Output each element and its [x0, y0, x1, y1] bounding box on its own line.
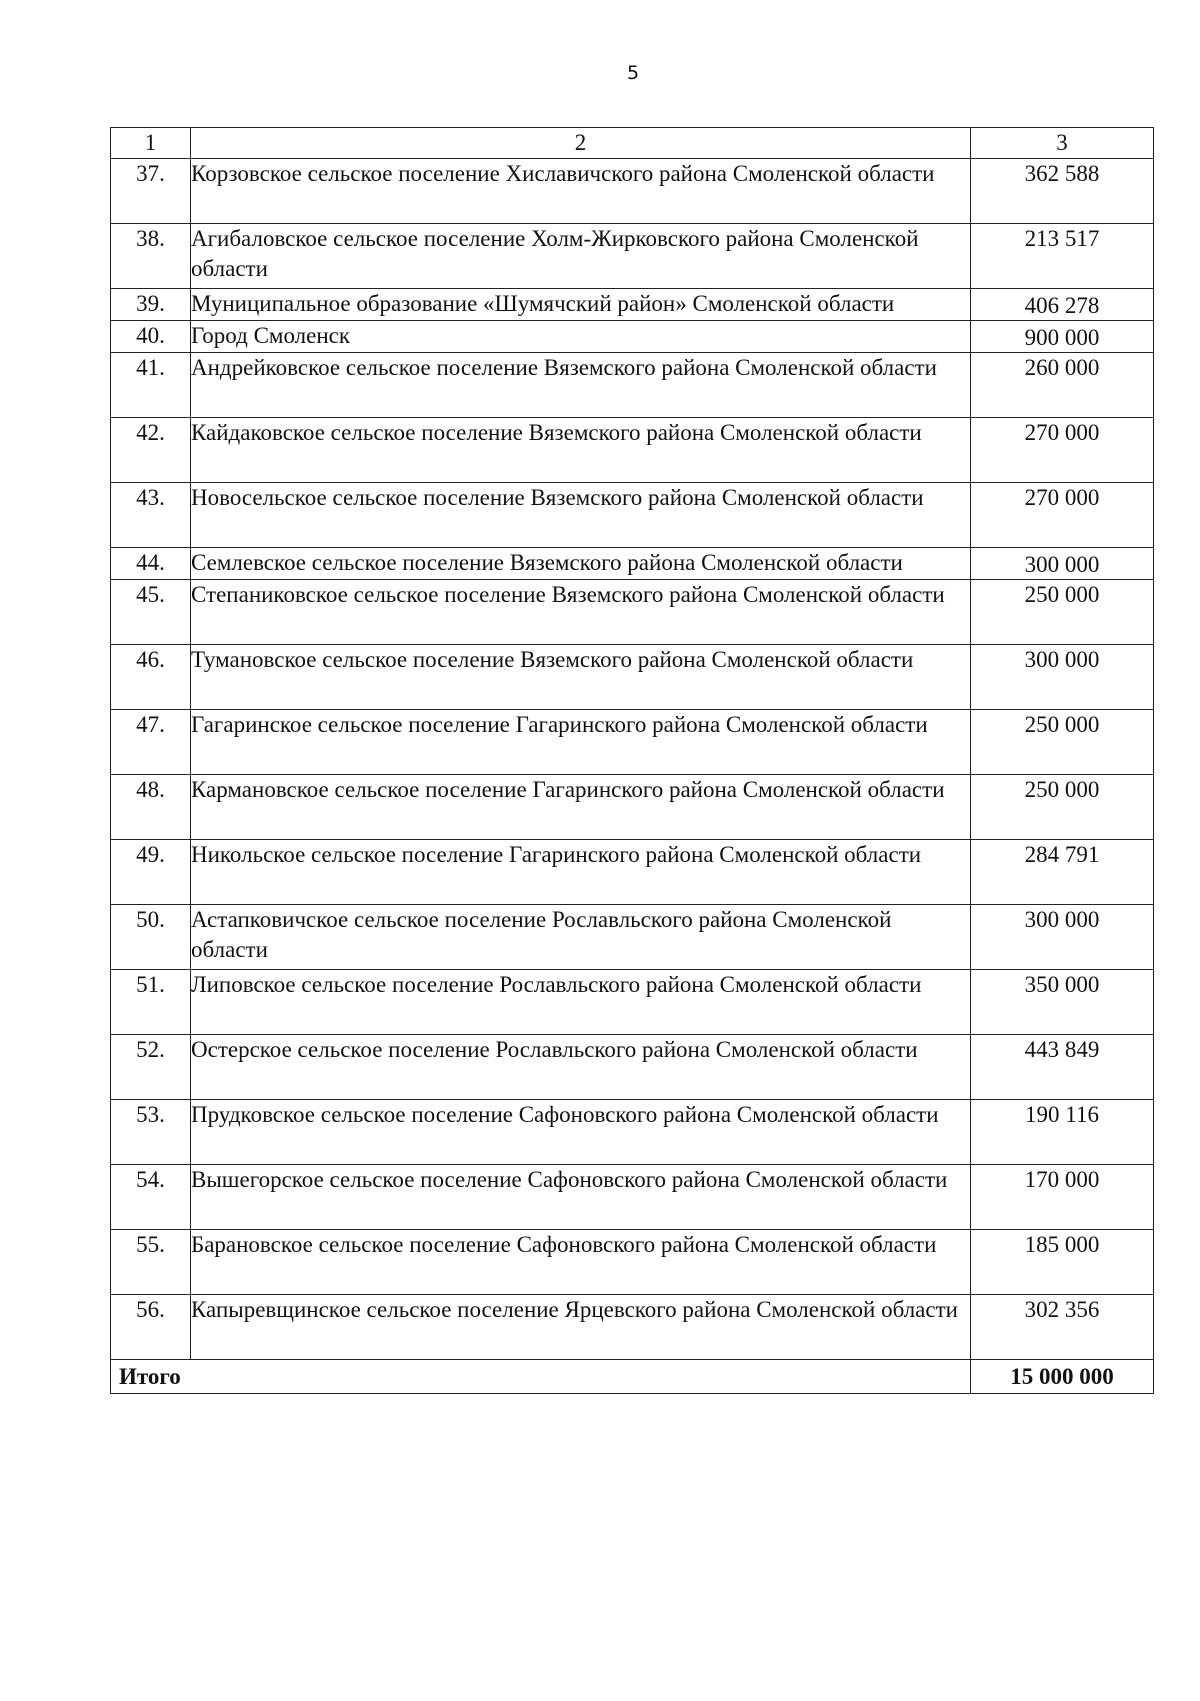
table-row	[111, 1295, 1154, 1360]
municipality-name: Агибаловское сельское поселение Холм-Жирковского района Смоленской области	[191, 224, 971, 289]
row-number: 52.	[111, 1035, 191, 1100]
municipality-name: Остерское сельское поселение Рославльского района Смоленской области	[191, 1035, 971, 1100]
table-row	[111, 548, 1154, 580]
allocation-value: 284 791	[971, 840, 1154, 905]
municipality-name: Степаниковское сельское поселение Вяземского района Смоленской области	[191, 580, 971, 645]
row-number: 51.	[111, 970, 191, 1035]
allocation-value: 900 000	[971, 321, 1154, 353]
municipality-name: Прудковское сельское поселение Сафоновского района Смоленской области	[191, 1100, 971, 1165]
allocation-value: 270 000	[971, 418, 1154, 483]
municipality-name: Капыревщинское сельское поселение Ярцевского района Смоленской области	[191, 1295, 971, 1360]
municipality-name: Астапковичское сельское поселение Рославльского района Смоленской области	[191, 905, 971, 970]
header-col-2: 2	[191, 128, 971, 159]
table-row	[111, 775, 1154, 840]
row-number: 41.	[111, 353, 191, 418]
table-row	[111, 159, 1154, 224]
allocation-value: 213 517	[971, 224, 1154, 289]
row-number: 47.	[111, 710, 191, 775]
table-row	[111, 1165, 1154, 1230]
row-number: 38.	[111, 224, 191, 289]
table-row	[111, 353, 1154, 418]
allocation-value: 250 000	[971, 710, 1154, 775]
table-row	[111, 418, 1154, 483]
allocation-value: 300 000	[971, 548, 1154, 580]
allocation-value: 260 000	[971, 353, 1154, 418]
municipality-name: Гагаринское сельское поселение Гагаринского района Смоленской области	[191, 710, 971, 775]
table-row	[111, 645, 1154, 710]
page-number: 5	[626, 62, 640, 84]
table-row	[111, 840, 1154, 905]
municipality-name: Город Смоленск	[191, 321, 971, 353]
row-number: 53.	[111, 1100, 191, 1165]
row-number: 45.	[111, 580, 191, 645]
municipality-name: Тумановское сельское поселение Вяземского района Смоленской области	[191, 645, 971, 710]
row-number: 44.	[111, 548, 191, 580]
row-number: 54.	[111, 1165, 191, 1230]
table-row	[111, 710, 1154, 775]
table-row	[111, 970, 1154, 1035]
allocation-value: 300 000	[971, 905, 1154, 970]
row-number: 43.	[111, 483, 191, 548]
allocation-value: 443 849	[971, 1035, 1154, 1100]
table-row	[111, 1100, 1154, 1165]
municipality-name: Муниципальное образование «Шумячский район» Смоленской области	[191, 289, 971, 321]
allocation-value: 300 000	[971, 645, 1154, 710]
allocation-value: 362 588	[971, 159, 1154, 224]
allocation-value: 406 278	[971, 289, 1154, 321]
municipality-name: Кайдаковское сельское поселение Вяземского района Смоленской области	[191, 418, 971, 483]
municipality-name: Вышегорское сельское поселение Сафоновского района Смоленской области	[191, 1165, 971, 1230]
allocation-value: 250 000	[971, 580, 1154, 645]
row-number: 55.	[111, 1230, 191, 1295]
allocation-value: 270 000	[971, 483, 1154, 548]
allocation-value: 170 000	[971, 1165, 1154, 1230]
row-number: 48.	[111, 775, 191, 840]
row-number: 49.	[111, 840, 191, 905]
total-label: Итого	[111, 1360, 971, 1394]
allocation-value: 190 116	[971, 1100, 1154, 1165]
allocation-table	[110, 127, 1154, 1394]
municipality-name: Новосельское сельское поселение Вяземского района Смоленской области	[191, 483, 971, 548]
table-row	[111, 289, 1154, 321]
total-row	[111, 1360, 1154, 1394]
table-row	[111, 1035, 1154, 1100]
table-row	[111, 580, 1154, 645]
municipality-name: Барановское сельское поселение Сафоновского района Смоленской области	[191, 1230, 971, 1295]
municipality-name: Липовское сельское поселение Рославльского района Смоленской области	[191, 970, 971, 1035]
table-row	[111, 224, 1154, 289]
row-number: 40.	[111, 321, 191, 353]
allocation-value: 350 000	[971, 970, 1154, 1035]
total-value: 15 000 000	[971, 1360, 1154, 1394]
municipality-name: Семлевское сельское поселение Вяземского района Смоленской области	[191, 548, 971, 580]
row-number: 56.	[111, 1295, 191, 1360]
table-row	[111, 483, 1154, 548]
table-row	[111, 905, 1154, 970]
municipality-name: Никольское сельское поселение Гагаринского района Смоленской области	[191, 840, 971, 905]
row-number: 42.	[111, 418, 191, 483]
row-number: 50.	[111, 905, 191, 970]
table-header-row	[111, 128, 1154, 159]
table-row	[111, 1230, 1154, 1295]
row-number: 39.	[111, 289, 191, 321]
header-col-3: 3	[971, 128, 1154, 159]
municipality-name: Корзовское сельское поселение Хиславичского района Смоленской области	[191, 159, 971, 224]
allocation-value: 302 356	[971, 1295, 1154, 1360]
allocation-value: 250 000	[971, 775, 1154, 840]
row-number: 37.	[111, 159, 191, 224]
header-col-1: 1	[111, 128, 191, 159]
allocation-value: 185 000	[971, 1230, 1154, 1295]
row-number: 46.	[111, 645, 191, 710]
municipality-name: Андрейковское сельское поселение Вяземского района Смоленской области	[191, 353, 971, 418]
table-row	[111, 321, 1154, 353]
municipality-name: Кармановское сельское поселение Гагаринского района Смоленской области	[191, 775, 971, 840]
